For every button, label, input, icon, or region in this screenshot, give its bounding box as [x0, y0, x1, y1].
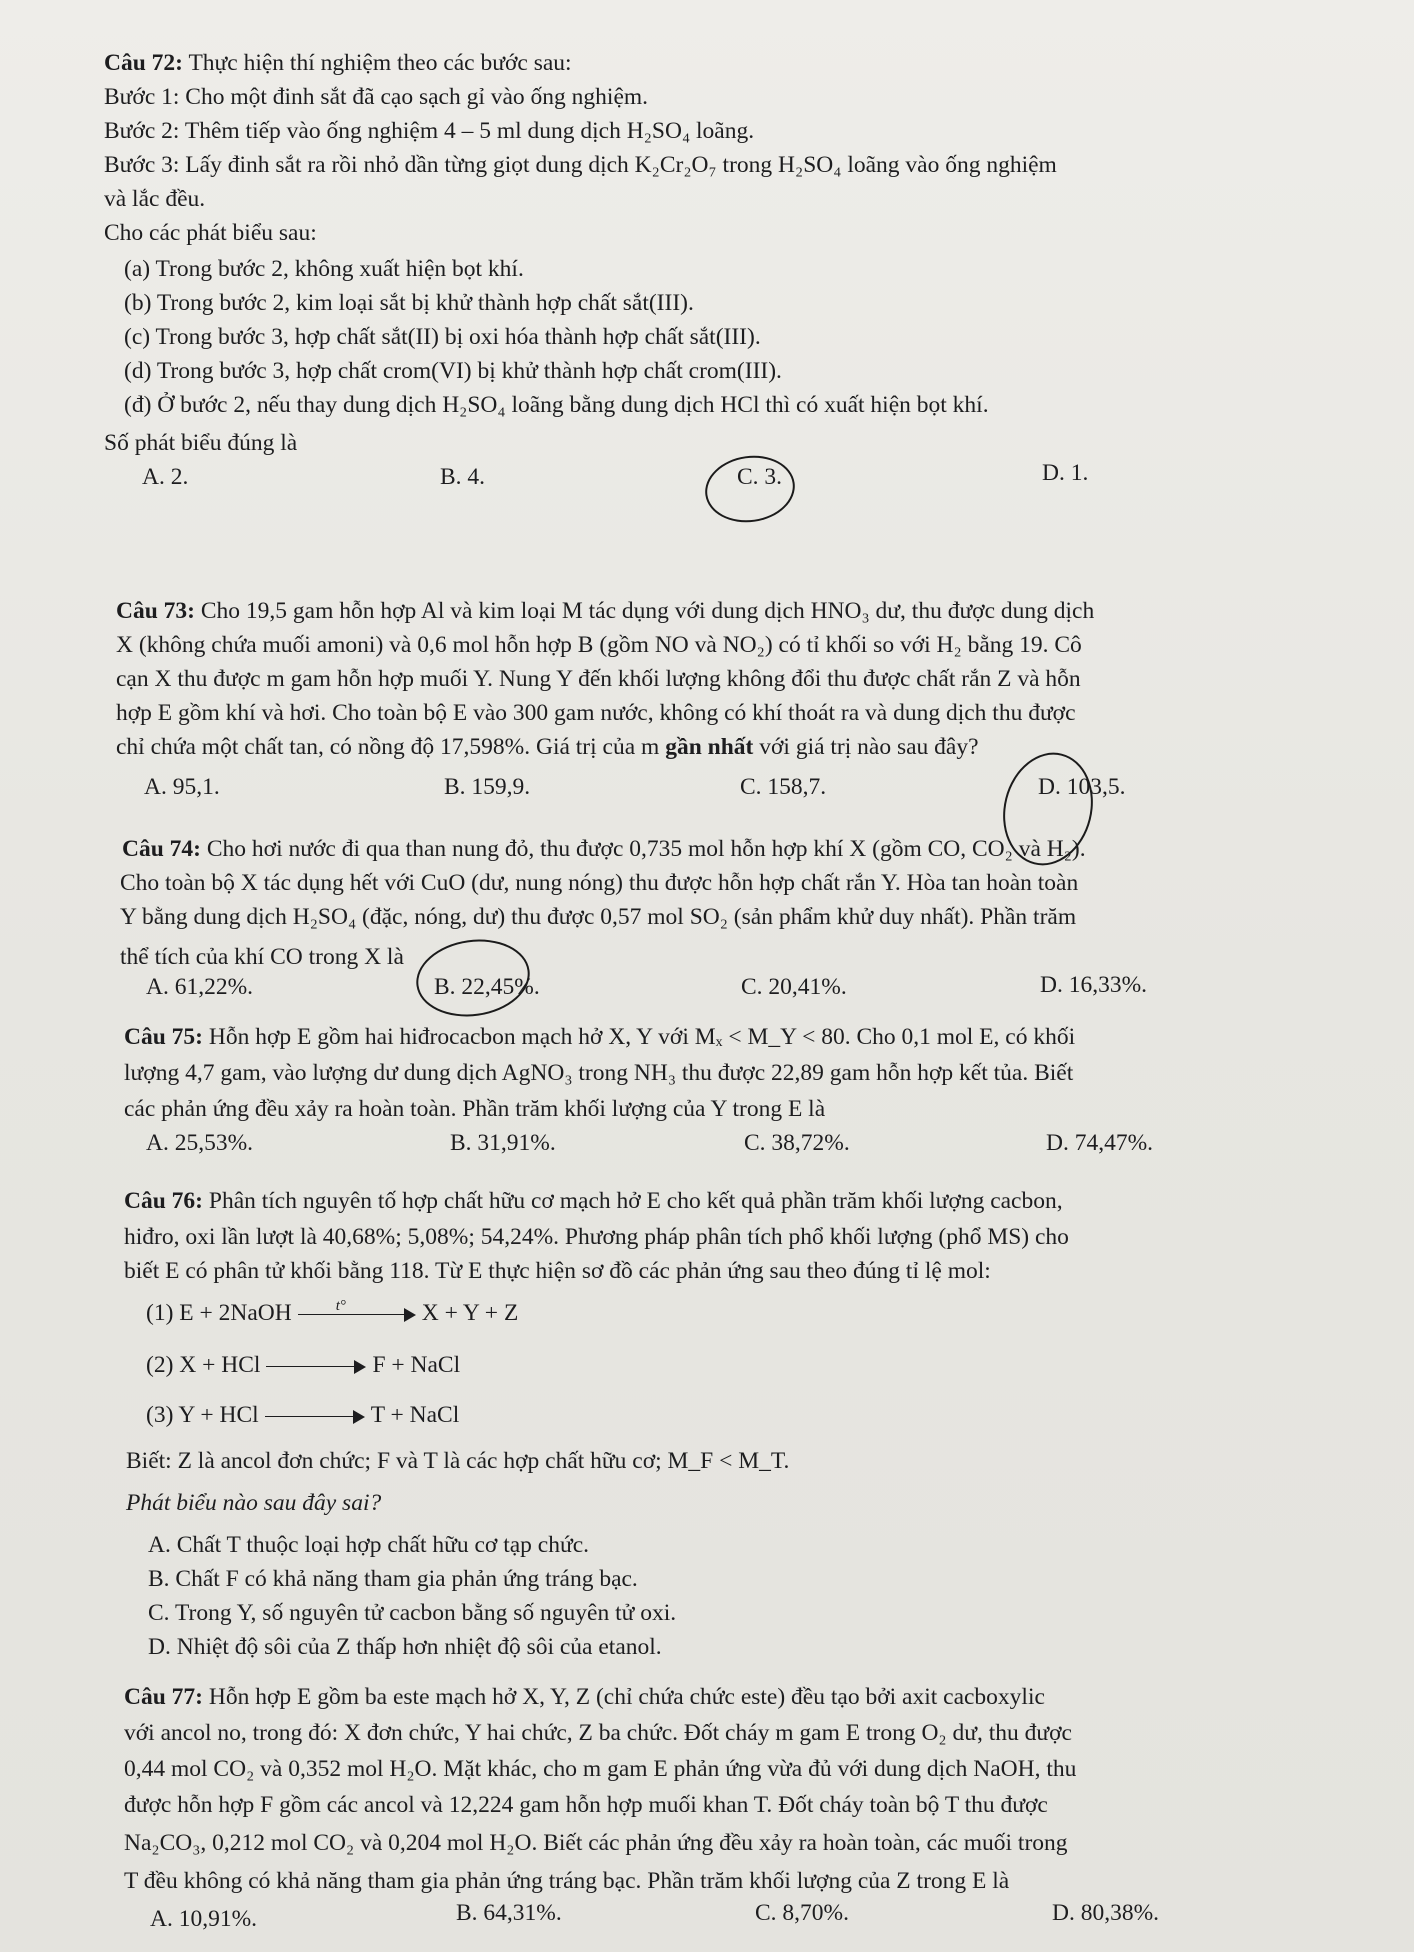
q76-note: Biết: Z là ancol đơn chức; F và T là các hợp chất hữu cơ; M_F < M_T.: [126, 1448, 790, 1474]
q76-option-b: B. Chất F có khả năng tham gia phản ứng tráng bạc.: [148, 1566, 638, 1592]
q73-option-d: D. 103,5.: [1038, 774, 1126, 800]
q73-line-3: cạn X thu được m gam hỗn hợp muối Y. Nung Y đến khối lượng không đổi thu được chất rắn Z và hỗn: [116, 666, 1081, 692]
q72-answer-circle: [701, 450, 799, 528]
q75-option-c: C. 38,72%.: [744, 1130, 850, 1156]
q76-option-d: D. Nhiệt độ sôi của Z thấp hơn nhiệt độ sôi của etanol.: [148, 1634, 662, 1660]
q72-question: Số phát biểu đúng là: [104, 430, 298, 456]
q72-option-c: C. 3.: [737, 464, 783, 490]
q77-option-a: A. 10,91%.: [150, 1906, 258, 1932]
q73-option-b: B. 159,9.: [444, 774, 531, 800]
q76-line-2: hiđro, oxi lần lượt là 40,68%; 5,08%; 54,24%. Phương pháp phân tích phổ khối lượng (phổ MS) cho: [124, 1224, 1069, 1250]
q76-reaction-2: (2) X + HCl F + NaCl: [146, 1352, 461, 1378]
reaction-arrow: [266, 1357, 366, 1377]
q77-option-b: B. 64,31%.: [456, 1900, 562, 1926]
q74-line-3: Y bằng dung dịch H₂SO₄ (đặc, nóng, dư) thu được 0,57 mol SO₂ (sản phẩm khử duy nhất). Phần trăm: [120, 904, 1077, 930]
q72-statement-d: (d) Trong bước 3, hợp chất crom(VI) bị khử thành hợp chất crom(III).: [124, 358, 782, 384]
q77-line-1: Câu 77: Hỗn hợp E gồm ba este mạch hở X, Y, Z (chỉ chứa chức este) đều tạo bởi axit cacboxylic: [124, 1684, 1045, 1710]
q76-line-1: Câu 76: Phân tích nguyên tố hợp chất hữu cơ mạch hở E cho kết quả phần trăm khối lượng cacbon,: [124, 1188, 1063, 1214]
q73-line-1: Câu 73: Cho 19,5 gam hỗn hợp Al và kim loại M tác dụng với dung dịch HNO₃ dư, thu được dung dịch: [116, 598, 1095, 624]
q74-option-c: C. 20,41%.: [741, 974, 847, 1000]
q74-option-b: B. 22,45%.: [434, 974, 540, 1000]
q77-label: Câu 77:: [124, 1684, 203, 1710]
q73-line-5: chỉ chứa một chất tan, có nồng độ 17,598%. Giá trị của m gần nhất với giá trị nào sau đây?: [116, 734, 979, 760]
q75-option-d: D. 74,47%.: [1046, 1130, 1154, 1156]
q73-line-4: hợp E gồm khí và hơi. Cho toàn bộ E vào 300 gam nước, không có khí thoát ra và dung dịch thu được: [116, 700, 1076, 726]
q76-option-a: A. Chất T thuộc loại hợp chất hữu cơ tạp chức.: [148, 1532, 590, 1558]
q73-emphasis: gần nhất: [665, 734, 754, 760]
q72-option-a: A. 2.: [142, 464, 189, 490]
q76-question: Phát biểu nào sau đây sai?: [126, 1490, 382, 1516]
q75-option-a: A. 25,53%.: [146, 1130, 254, 1156]
q72-label: Câu 72:: [104, 50, 183, 76]
q76-label: Câu 76:: [124, 1188, 203, 1214]
q76-line-3: biết E có phân tử khối bằng 118. Từ E thực hiện sơ đồ các phản ứng sau theo đúng tỉ lệ mol:: [124, 1258, 991, 1284]
q75-label: Câu 75:: [124, 1024, 203, 1050]
q72-line-1: Câu 72: Thực hiện thí nghiệm theo các bước sau:: [104, 50, 572, 76]
q73-label: Câu 73:: [116, 598, 195, 624]
q72-intro: Cho các phát biểu sau:: [104, 220, 317, 246]
q72-step-1: Bước 1: Cho một đinh sắt đã cạo sạch gỉ vào ống nghiệm.: [104, 84, 649, 110]
q73-option-c: C. 158,7.: [740, 774, 827, 800]
q74-label: Câu 74:: [122, 836, 201, 862]
q74-line-1: Câu 74: Cho hơi nước đi qua than nung đỏ, thu được 0,735 mol hỗn hợp khí X (gồm CO, CO₂ và H₂).: [122, 836, 1086, 862]
reaction-arrow: [265, 1407, 365, 1427]
q72-statement-c: (c) Trong bước 3, hợp chất sắt(II) bị oxi hóa thành hợp chất sắt(III).: [124, 324, 761, 350]
q72-step-2: Bước 2: Thêm tiếp vào ống nghiệm 4 – 5 ml dung dịch H₂SO₄ loãng.: [104, 118, 755, 144]
q77-option-c: C. 8,70%.: [755, 1900, 849, 1926]
q74-answer-circle: [411, 932, 534, 1023]
q72-option-b: B. 4.: [440, 464, 486, 490]
q75-line-2: lượng 4,7 gam, vào lượng dư dung dịch AgNO₃ trong NH₃ thu được 22,89 gam hỗn hợp kết tủa. Biết: [124, 1060, 1074, 1086]
q77-line-6: T đều không có khả năng tham gia phản ứng tráng bạc. Phần trăm khối lượng của Z trong E là: [124, 1868, 1010, 1894]
q76-reaction-3: (3) Y + HCl T + NaCl: [146, 1402, 460, 1428]
q75-line-1: Câu 75: Hỗn hợp E gồm hai hiđrocacbon mạch hở X, Y với Mₓ < M_Y < 80. Cho 0,1 mol E, có khối: [124, 1024, 1076, 1050]
q77-option-d: D. 80,38%.: [1052, 1900, 1160, 1926]
q72-statement-a: (a) Trong bước 2, không xuất hiện bọt khí.: [124, 256, 524, 282]
q72-step-3b: và lắc đều.: [104, 186, 206, 212]
reaction-arrow: t°: [298, 1305, 416, 1325]
q74-option-d: D. 16,33%.: [1040, 972, 1148, 998]
q76-reaction-1: (1) E + 2NaOH t° X + Y + Z: [146, 1297, 519, 1326]
q77-line-4: được hỗn hợp F gồm các ancol và 12,224 gam hỗn hợp muối khan T. Đốt cháy toàn bộ T thu được: [124, 1792, 1048, 1818]
q72-step-3a: Bước 3: Lấy đinh sắt ra rồi nhỏ dần từng giọt dung dịch K₂Cr₂O₇ trong H₂SO₄ loãng vào ống nghiệm: [104, 152, 1057, 178]
q73-option-a: A. 95,1.: [144, 774, 220, 800]
q73-line-2: X (không chứa muối amoni) và 0,6 mol hỗn hợp B (gồm NO và NO₂) có tỉ khối so với H₂ bằng 19. Cô: [116, 632, 1082, 658]
q74-line-2: Cho toàn bộ X tác dụng hết với CuO (dư, nung nóng) thu được hỗn hợp chất rắn Y. Hòa tan hoàn toàn: [120, 870, 1079, 896]
q76-option-c: C. Trong Y, số nguyên tử cacbon bằng số nguyên tử oxi.: [148, 1600, 677, 1626]
q75-option-b: B. 31,91%.: [450, 1130, 556, 1156]
q77-line-5: Na₂CO₃, 0,212 mol CO₂ và 0,204 mol H₂O. Biết các phản ứng đều xảy ra hoàn toàn, các muối trong: [124, 1830, 1068, 1856]
q74-option-a: A. 61,22%.: [146, 974, 254, 1000]
q72-option-d: D. 1.: [1042, 460, 1089, 486]
q74-line-4: thể tích của khí CO trong X là: [120, 944, 404, 970]
q72-statement-b: (b) Trong bước 2, kim loại sắt bị khử thành hợp chất sắt(III).: [124, 290, 694, 316]
q77-line-3: 0,44 mol CO₂ và 0,352 mol H₂O. Mặt khác, cho m gam E phản ứng vừa đủ với dung dịch NaOH, thu: [124, 1756, 1077, 1782]
q72-statement-dd: (đ) Ở bước 2, nếu thay dung dịch H₂SO₄ loãng bằng dung dịch HCl thì có xuất hiện bọt khí.: [124, 392, 989, 418]
q75-line-3: các phản ứng đều xảy ra hoàn toàn. Phần trăm khối lượng của Y trong E là: [124, 1096, 826, 1122]
q77-line-2: với ancol no, trong đó: X đơn chức, Y hai chức, Z ba chức. Đốt cháy m gam E trong O₂ dư, thu được: [124, 1720, 1072, 1746]
